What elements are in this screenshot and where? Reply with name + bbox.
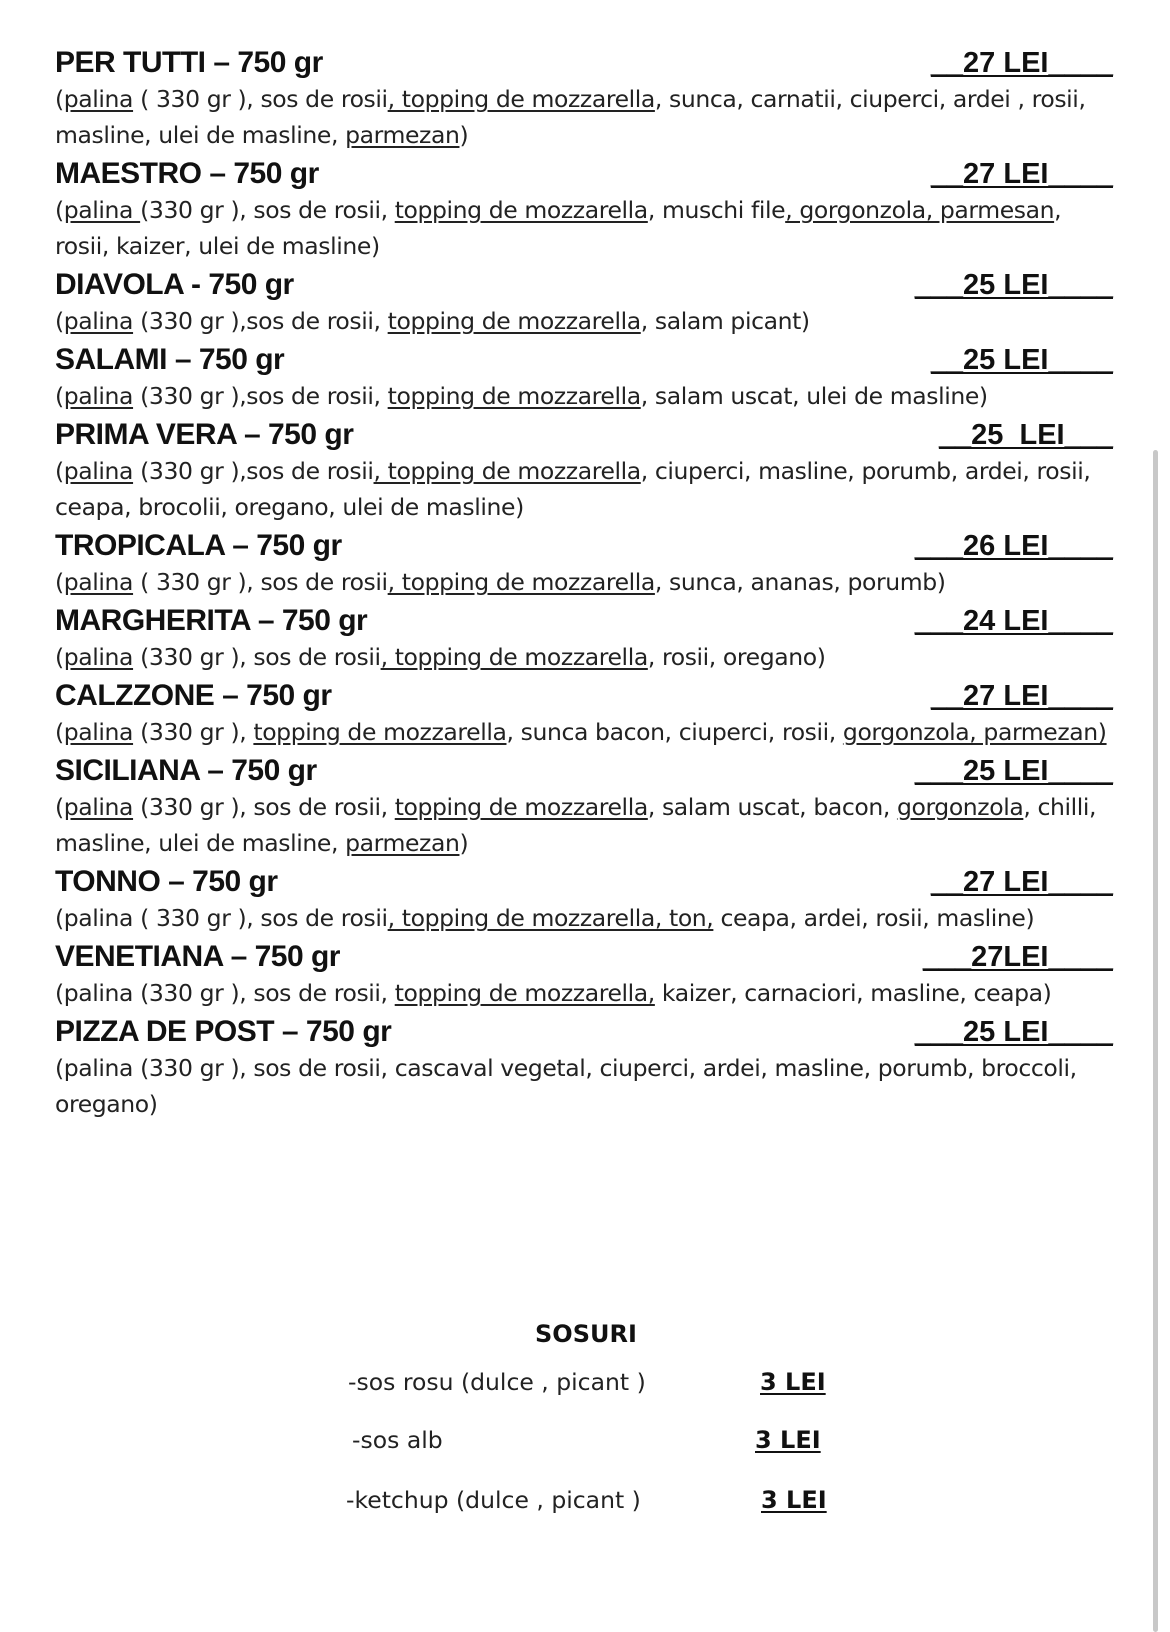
ingredient-underlined: palina: [63, 196, 141, 224]
ingredient-underlined: , gorgonzola, parmesan: [785, 196, 1055, 224]
ingredient-underlined: , topping de mozzarella, ton,: [387, 904, 714, 932]
sauce-price: 3 LEI: [760, 1368, 826, 1396]
ingredient-text: (: [55, 382, 64, 410]
pizza-price: ___25 LEI____: [914, 755, 1113, 787]
ingredient-text: (: [55, 85, 64, 113]
sauce-label: -sos alb: [352, 1426, 443, 1454]
menu-item-header: [55, 416, 1115, 453]
ingredient-text: kaizer, carnaciori, masline, ceapa): [654, 979, 1052, 1007]
ingredient-text: , muschi file: [647, 196, 786, 224]
ingredient-text: ): [459, 829, 469, 857]
pizza-ingredients: [55, 1050, 1115, 1122]
pizza-ingredients: [55, 714, 1115, 750]
menu-item: [55, 677, 1115, 750]
menu-item-header: [55, 752, 1115, 789]
pizza-ingredients: [55, 378, 1115, 414]
ingredient-text: ceapa, ardei, rosii, masline): [713, 904, 1035, 932]
ingredient-underlined: topping de mozzarella: [394, 196, 648, 224]
ingredient-text: , salam picant): [640, 307, 810, 335]
pizza-price: ___24 LEI____: [914, 605, 1113, 637]
pizza-name: DIAVOLA - 750 gr: [55, 268, 294, 301]
ingredient-underlined: palina: [63, 793, 134, 821]
sauce-label: -ketchup (dulce , picant ): [346, 1486, 641, 1514]
pizza-name: MAESTRO – 750 gr: [55, 157, 319, 190]
pizza-name: PRIMA VERA – 750 gr: [55, 418, 354, 451]
ingredient-text: (: [55, 793, 64, 821]
ingredient-underlined: , topping de mozzarella: [380, 643, 648, 671]
pizza-ingredients: [55, 639, 1115, 675]
pizza-ingredients: [55, 303, 1115, 339]
ingredient-underlined: parmezan: [345, 121, 460, 149]
pizza-name: TONNO – 750 gr: [55, 865, 278, 898]
scrollbar[interactable]: [1153, 450, 1158, 1632]
sauce-label: -sos rosu (dulce , picant ): [348, 1368, 646, 1396]
pizza-name: VENETIANA – 750 gr: [55, 940, 340, 973]
pizza-price: ___27LEI____: [922, 941, 1113, 973]
ingredient-text: (330 gr ),sos de rosii,: [133, 382, 388, 410]
ingredient-text: , salam uscat, ulei de masline): [640, 382, 988, 410]
menu-item-header: [55, 155, 1115, 192]
sauce-price: 3 LEI: [761, 1486, 827, 1514]
menu-item: [55, 44, 1115, 153]
ingredient-text: (330 gr ),: [133, 718, 254, 746]
pizza-price: ___25 LEI____: [914, 1016, 1113, 1048]
ingredient-underlined: , topping de mozzarella: [373, 457, 641, 485]
pizza-name: CALZZONE – 750 gr: [55, 679, 332, 712]
pizza-price: ___26 LEI____: [914, 530, 1113, 562]
pizza-price: __27 LEI____: [930, 680, 1113, 712]
pizza-name: TROPICALA – 750 gr: [55, 529, 342, 562]
ingredient-text: , salam uscat, bacon,: [647, 793, 897, 821]
pizza-price: __25 LEI___: [938, 419, 1113, 451]
pizza-ingredients: [55, 975, 1115, 1011]
menu-item: [55, 863, 1115, 936]
ingredient-text: , ciuperci, masline, porumb, ardei, rosii, ceapa, brocolii, oregano, ulei de masline): [55, 457, 1091, 521]
menu-item: [55, 416, 1115, 525]
sauce-price: 3 LEI: [755, 1426, 821, 1454]
pizza-price: __27 LEI____: [930, 47, 1113, 79]
menu-item: [55, 155, 1115, 264]
menu-item: [55, 602, 1115, 675]
ingredient-underlined: palina: [63, 643, 134, 671]
ingredient-text: (: [55, 568, 64, 596]
pizza-ingredients: [55, 900, 1115, 936]
ingredient-text: , sunca bacon, ciuperci, rosii,: [506, 718, 843, 746]
menu-item-header: [55, 602, 1115, 639]
menu-item-header: [55, 1013, 1115, 1050]
menu-item-header: [55, 938, 1115, 975]
menu-item-header: [55, 863, 1115, 900]
pizza-ingredients: [55, 453, 1115, 525]
ingredient-underlined: palina: [63, 718, 134, 746]
sauces-title: SOSURI: [535, 1320, 637, 1348]
menu-item: [55, 938, 1115, 1011]
pizza-ingredients: [55, 81, 1115, 153]
ingredient-text: , sunca, ananas, porumb): [654, 568, 946, 596]
pizza-ingredients: [55, 564, 1115, 600]
ingredient-text: (330 gr ),sos de rosii,: [133, 307, 388, 335]
ingredient-underlined: palina: [63, 307, 134, 335]
ingredient-text: (330 gr ), sos de rosii,: [133, 793, 395, 821]
ingredient-text: (330 gr ),sos de rosii: [133, 457, 374, 485]
pizza-price: ___25 LEI____: [914, 269, 1113, 301]
menu-item-header: [55, 527, 1115, 564]
ingredient-text: , chilli, masline, ulei de masline,: [55, 793, 1097, 857]
menu-item: [55, 752, 1115, 861]
pizza-price: __25 LEI____: [930, 344, 1113, 376]
ingredient-text: (: [55, 718, 64, 746]
ingredient-underlined: , topping de mozzarella: [387, 85, 655, 113]
ingredient-underlined: topping de mozzarella: [387, 307, 641, 335]
ingredient-text: , sunca, carnatii, ciuperci, ardei , rosii, masline, ulei de masline,: [55, 85, 1086, 149]
ingredient-text: (palina (330 gr ), sos de rosii,: [55, 979, 395, 1007]
ingredient-text: , rosii, oregano): [647, 643, 826, 671]
menu-item-header: [55, 341, 1115, 378]
menu-item: [55, 1013, 1115, 1122]
ingredient-underlined: gorgonzola, parmezan): [842, 718, 1107, 746]
pizza-name: SALAMI – 750 gr: [55, 343, 285, 376]
menu-item-header: [55, 677, 1115, 714]
pizza-name: SICILIANA – 750 gr: [55, 754, 317, 787]
ingredient-underlined: gorgonzola: [896, 793, 1024, 821]
ingredient-text: ): [459, 121, 469, 149]
ingredient-underlined: palina: [63, 568, 134, 596]
pizza-name: PER TUTTI – 750 gr: [55, 46, 323, 79]
ingredient-text: ( 330 gr ), sos de rosii: [133, 85, 388, 113]
ingredient-text: (330 gr ), sos de rosii: [133, 643, 381, 671]
pizza-ingredients: [55, 789, 1115, 861]
ingredient-text: (: [55, 643, 64, 671]
ingredient-underlined: palina: [63, 382, 134, 410]
pizza-menu-list: [55, 44, 1115, 1124]
ingredient-underlined: topping de mozzarella,: [394, 979, 655, 1007]
menu-item: [55, 266, 1115, 339]
ingredient-underlined: , topping de mozzarella: [387, 568, 655, 596]
ingredient-underlined: palina: [63, 457, 134, 485]
ingredient-text: (: [55, 457, 64, 485]
menu-item: [55, 341, 1115, 414]
menu-item-header: [55, 44, 1115, 81]
pizza-price: __27 LEI____: [930, 158, 1113, 190]
pizza-ingredients: [55, 192, 1115, 264]
ingredient-underlined: parmezan: [345, 829, 460, 857]
menu-item-header: [55, 266, 1115, 303]
ingredient-text: (: [55, 307, 64, 335]
ingredient-text: ( 330 gr ), sos de rosii: [133, 568, 388, 596]
ingredient-text: , rosii, kaizer, ulei de masline): [55, 196, 1062, 260]
pizza-name: MARGHERITA – 750 gr: [55, 604, 368, 637]
ingredient-text: (330 gr ), sos de rosii,: [140, 196, 395, 224]
ingredient-underlined: topping de mozzarella: [253, 718, 507, 746]
ingredient-underlined: topping de mozzarella: [387, 382, 641, 410]
pizza-price: __27 LEI____: [930, 866, 1113, 898]
pizza-name: PIZZA DE POST – 750 gr: [55, 1015, 392, 1048]
menu-item: [55, 527, 1115, 600]
ingredient-underlined: topping de mozzarella: [394, 793, 648, 821]
ingredient-text: (palina ( 330 gr ), sos de rosii: [55, 904, 388, 932]
ingredient-text: (: [55, 196, 64, 224]
ingredient-underlined: palina: [63, 85, 134, 113]
ingredient-text: (palina (330 gr ), sos de rosii, cascaval vegetal, ciuperci, ardei, masline, porumb, broccoli, oregano): [55, 1054, 1077, 1118]
